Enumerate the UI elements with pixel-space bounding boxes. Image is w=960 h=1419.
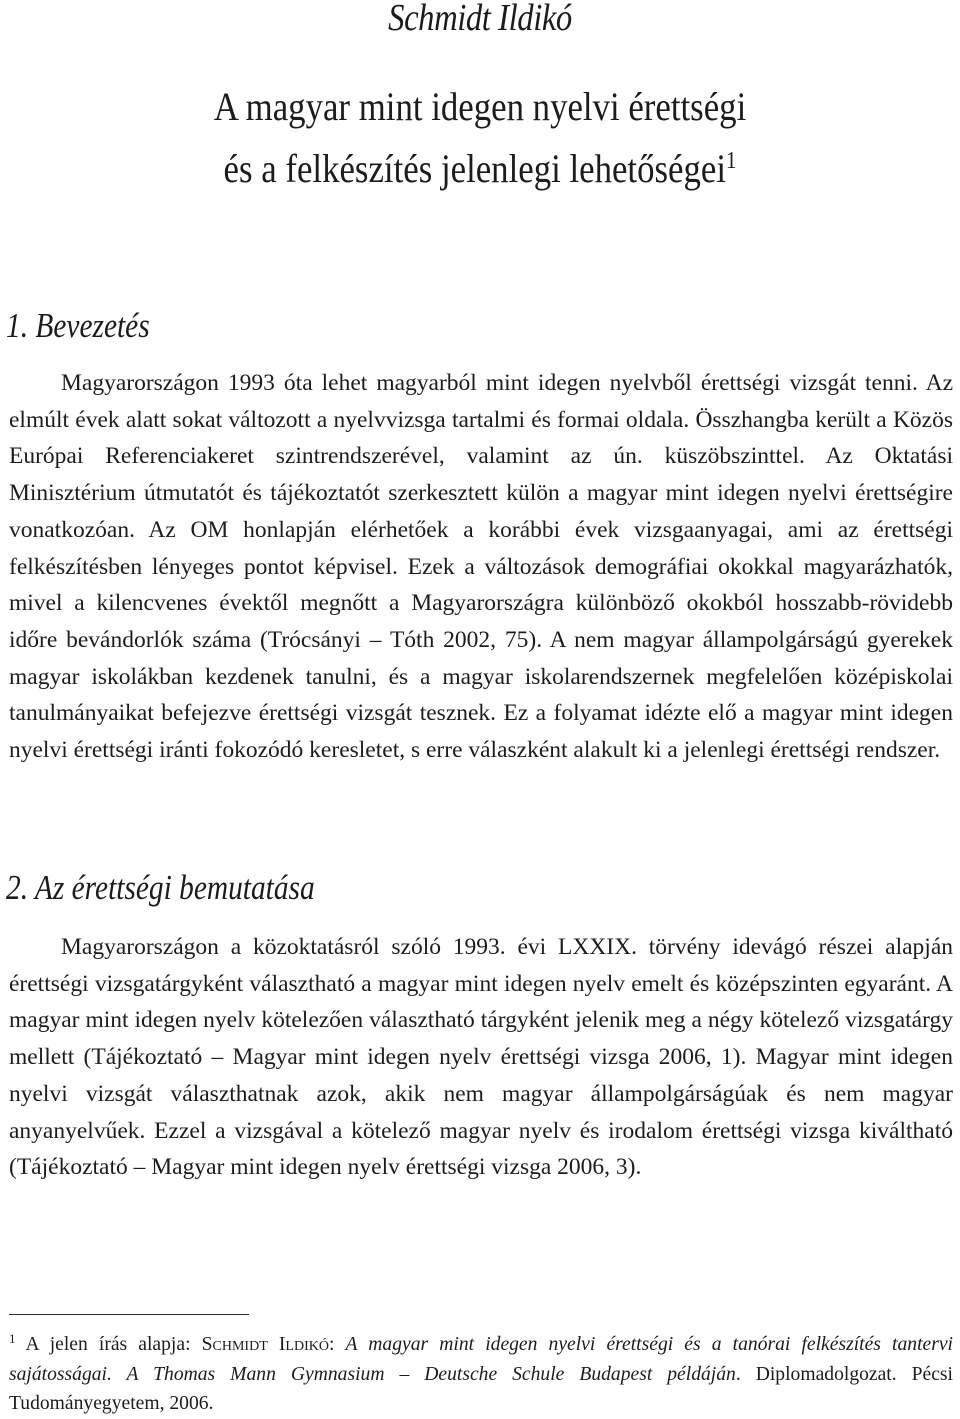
footnote	[9, 1330, 953, 1419]
title-line-2	[62, 138, 897, 200]
author-name: Schmidt Ildikó	[388, 0, 572, 39]
footnote-details: . Diplomadolgozat. Pécsi Tudományegyetem, 2006.	[9, 1363, 953, 1414]
section-2-paragraph: Magyarországon a közoktatásról szóló 1993. évi LXXIX. törvény idevágó részei alapján érettségi vizsgatárgyként választható a magyar mint idegen nyelv emelt és középszinten egyaránt. A magyar mint idegen nyelv kötelezően választható tárgyként jelenik meg a négy kötelező vizsgatárgy mellett (Tájékoztató – Magyar mint idegen nyelv érettségi vizsga 2006, 1). Magyar mint idegen nyelvi vizsgát választhatnak azok, akik nem magyar állampolgárságúak és nem magyar anyanyelvűek. Ezzel a vizsgával a kötelező magyar nyelv és irodalom érettségi vizsga kiváltható (Tájékoztató – Magyar mint idegen nyelv érettségi vizsga 2006, 3).	[9, 934, 953, 1181]
section-2-heading: 2. Az érettségi bemutatása	[6, 868, 315, 907]
section-1-heading: 1. Bevezetés	[6, 306, 150, 345]
title-footnote-ref[interactable]: 1	[726, 148, 737, 174]
article-title	[62, 76, 897, 200]
footnote-divider	[9, 1314, 249, 1315]
title-line-1: A magyar mint idegen nyelvi érettségi	[213, 84, 747, 129]
title-line-2-text: és a felkészítés jelenlegi lehetőségei	[223, 146, 727, 191]
footnote-colon: :	[328, 1334, 335, 1355]
footnote-work-title: A magyar mint idegen nyelvi érettségi és a tanórai felkészítés tantervi sajátosságai. A Thomas Mann Gymnasium – Deutsche Schule Budapest példáján	[9, 1334, 953, 1385]
footnote-author: Schmidt Ildikó	[201, 1334, 329, 1355]
footnote-intro: A jelen írás alapja:	[25, 1334, 191, 1355]
footnote-number: 1	[9, 1331, 16, 1346]
section-1-paragraph: Magyarországon 1993 óta lehet magyarból mint idegen nyelvből érettségi vizsgát tenni. Az elmúlt évek alatt sokat változott a nyelvvizsga tartalmi és formai oldala. Összhangba került a Közös Európai Referenciakeret szintrendszerével, valamint az ún. küszöbszinttel. Az Oktatási Minisztérium útmutatót és tájékoztatót szerkesztett külön a magyar mint idegen nyelvi érettségire vonatkozóan. Az OM honlapján elérhetőek a korábbi évek vizsgaanyagai, ami az érettségi felkészítésben lényeges pontot képvisel. Ezek a változások demográfiai okokkal magyarázhatók, mivel a kilencvenes évektől megnőtt a Magyarországra különböző okokból hosszabb-rövidebb időre bevándorlók száma (Trócsányi – Tóth 2002, 75). A nem magyar állampolgárságú gyerekek magyar iskolákban kezdenek tanulni, és a magyar iskolarendszernek megfelelően középiskolai tanulmányaikat befejezve érettségi vizsgát tesznek. Ez a folyamat idézte elő a magyar mint idegen nyelvi érettségi iránti fokozódó keresletet, s erre válaszként alakult ki a jelenlegi érettségi rendszer.	[9, 370, 953, 764]
